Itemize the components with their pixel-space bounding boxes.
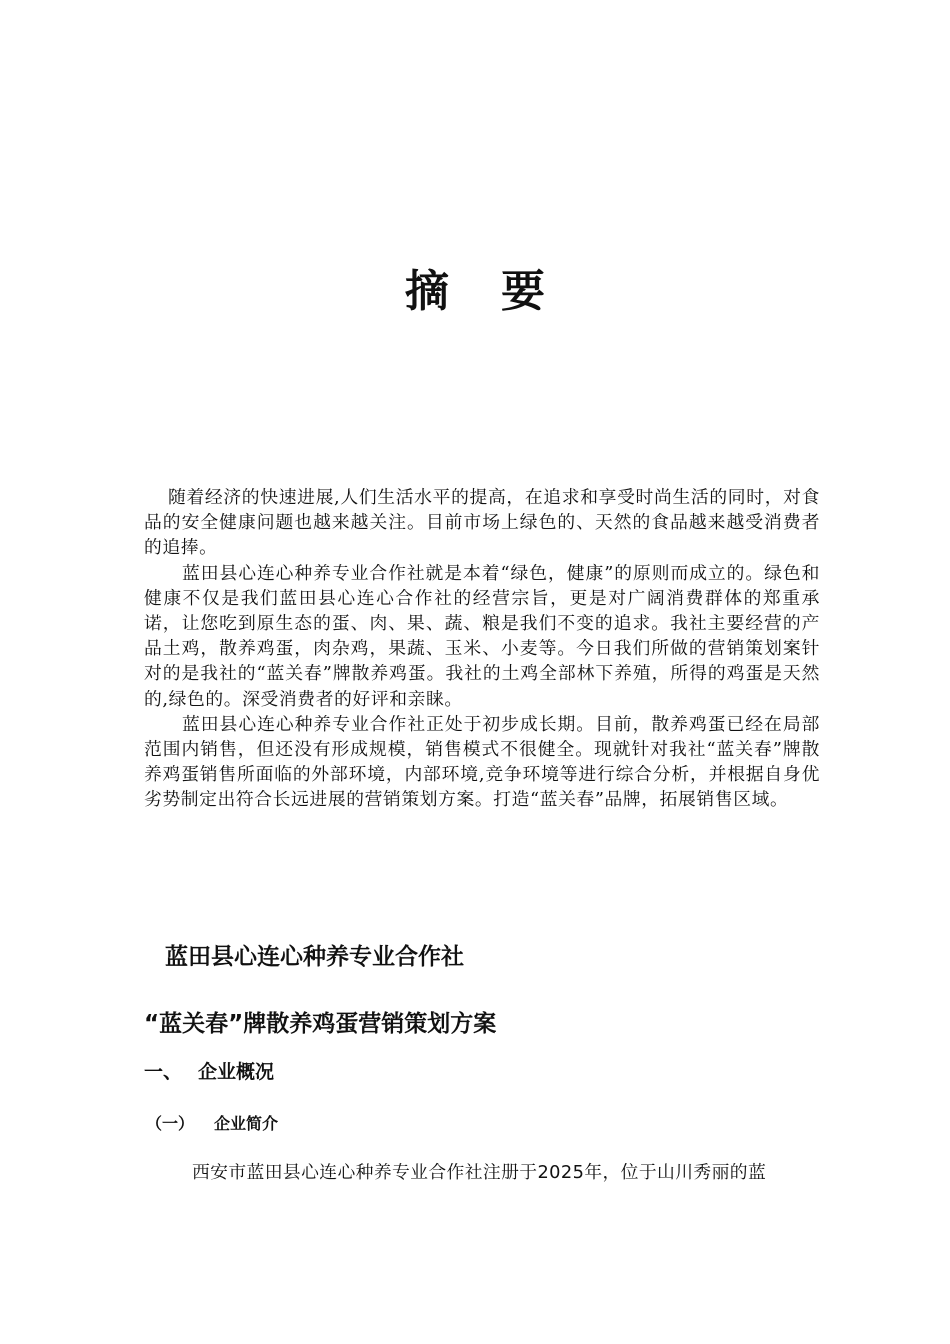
intro-text-start: 西安市蓝田县心连心种养专业合作社注册于 bbox=[192, 1162, 538, 1183]
company-intro-text bbox=[192, 1160, 766, 1186]
abstract-title: 摘要 bbox=[405, 266, 597, 317]
section-title: 企业概况 bbox=[198, 1061, 275, 1083]
abstract-body bbox=[144, 485, 820, 813]
org-title: 蓝田县心连心种养专业合作社 bbox=[165, 944, 464, 970]
section-number: 一、 bbox=[144, 1061, 183, 1083]
abstract-paragraph-1: 随着经济的快速进展,人们生活水平的提高，在追求和享受时尚生活的同时，对食品的安全健康问题也越来越关注。目前市场上绿色的、天然的食品越来越受消费者的追捧。 bbox=[144, 487, 820, 559]
intro-text-end: 年，位于山川秀丽的蓝 bbox=[584, 1162, 767, 1183]
intro-year: 2025 bbox=[537, 1162, 585, 1183]
plan-title: “蓝关春”牌散养鸡蛋营销策划方案 bbox=[144, 1011, 497, 1037]
section-heading bbox=[144, 1058, 274, 1086]
subsection-heading bbox=[146, 1112, 278, 1136]
abstract-paragraph-2: 蓝田县心连心种养专业合作社就是本着“绿色，健康”的原则而成立的。绿色和健康不仅是我们蓝田县心连心合作社的经营宗旨，更是对广阔消费群体的郑重承诺，让您吃到原生态的蛋、肉、果、蔬、粮是我们不变的追求。我社主要经营的产品土鸡，散养鸡蛋，肉杂鸡，果蔬、玉米、小麦等。今日我们所做的营销策划案针对的是我社的“蓝关春”牌散养鸡蛋。我社的土鸡全部林下养殖，所得的鸡蛋是天然的,绿色的。深受消费者的好评和亲睐。 bbox=[144, 562, 820, 710]
subsection-number: （一） bbox=[146, 1114, 195, 1133]
subsection-title: 企业简介 bbox=[214, 1114, 279, 1133]
abstract-paragraph-3: 蓝田县心连心种养专业合作社正处于初步成长期。目前，散养鸡蛋已经在局部范围内销售，但还没有形成规模，销售模式不很健全。现就针对我社“蓝关春”牌散养鸡蛋销售所面临的外部环境，内部环境,竞争环境等进行综合分析，并根据自身优劣势制定出符合长远进展的营销策划方案。打造“蓝关春”品牌，拓展销售区域。 bbox=[144, 713, 820, 811]
